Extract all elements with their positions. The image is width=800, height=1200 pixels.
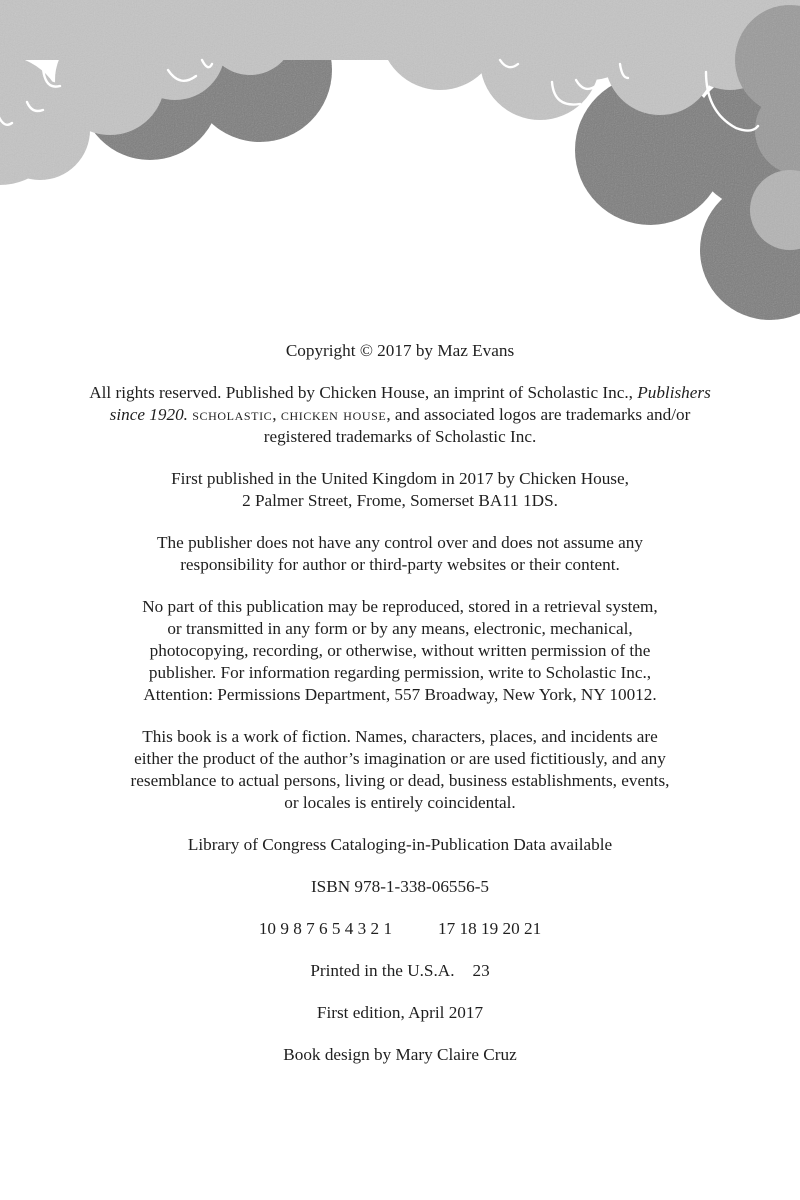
publisher-control-paragraph xyxy=(80,532,720,576)
printed-number: 23 xyxy=(472,961,490,980)
fiction-paragraph xyxy=(80,726,720,814)
rights-text: All rights reserved. Published by Chicken House, an imprint of Scholastic Inc., xyxy=(89,383,633,402)
no-part-line-4: publisher. For information regarding permission, write to Scholastic Inc., xyxy=(148,663,652,682)
publishers-since: Publishers since 1920. xyxy=(109,383,711,424)
year-line: 17 18 19 20 21 xyxy=(438,919,542,938)
fiction-line-1: This book is a work of fiction. Names, characters, places, and incidents are xyxy=(142,727,658,746)
fiction-line-4: or locales is entirely coincidental. xyxy=(284,793,516,812)
printed-in-line xyxy=(80,960,720,982)
copyright-line: Copyright © 2017 by Maz Evans xyxy=(285,341,515,360)
print-line: 10 9 8 7 6 5 4 3 2 1 xyxy=(258,919,393,938)
no-part-line-2: or transmitted in any form or by any means, electronic, mechanical, xyxy=(167,619,633,638)
library-of-congress: Library of Congress Cataloging-in-Publication Data available xyxy=(187,835,613,854)
brand-separator: , xyxy=(272,405,277,424)
brand-chicken-house: chicken house xyxy=(280,405,387,424)
first-published-line-2: 2 Palmer Street, Frome, Somerset BA11 1DS. xyxy=(242,491,558,510)
rights-paragraph xyxy=(80,382,720,448)
edition: First edition, April 2017 xyxy=(316,1003,484,1022)
no-part-line-1: No part of this publication may be reproduced, stored in a retrieval system, xyxy=(142,597,658,616)
no-part-line-5: Attention: Permissions Department, 557 Broadway, New York, NY 10012. xyxy=(143,685,657,704)
isbn: ISBN 978-1-338-06556-5 xyxy=(310,877,490,896)
book-design-credit: Book design by Mary Claire Cruz xyxy=(283,1045,517,1064)
publisher-control-line-2: responsibility for author or third-party websites or their content. xyxy=(180,555,620,574)
rights-trademarks: , and associated logos are trademarks and/or registered trademarks of Scholastic Inc. xyxy=(263,405,691,446)
fiction-line-2: either the product of the author’s imagination or are used fictitiously, and any xyxy=(134,749,666,768)
printing-numbers xyxy=(80,918,720,940)
clouds-illustration xyxy=(0,0,800,330)
no-part-paragraph xyxy=(80,596,720,706)
printed-in: Printed in the U.S.A. xyxy=(310,961,455,980)
copyright-page xyxy=(80,340,720,1066)
first-published-paragraph xyxy=(80,468,720,512)
publisher-control-line-1: The publisher does not have any control over and does not assume any xyxy=(157,533,643,552)
first-published-line-1: First published in the United Kingdom in 2017 by Chicken House, xyxy=(171,469,629,488)
brand-scholastic: scholastic xyxy=(192,405,273,424)
no-part-line-3: photocopying, recording, or otherwise, without written permission of the xyxy=(149,641,651,660)
fiction-line-3: resemblance to actual persons, living or dead, business establishments, events, xyxy=(130,771,670,790)
